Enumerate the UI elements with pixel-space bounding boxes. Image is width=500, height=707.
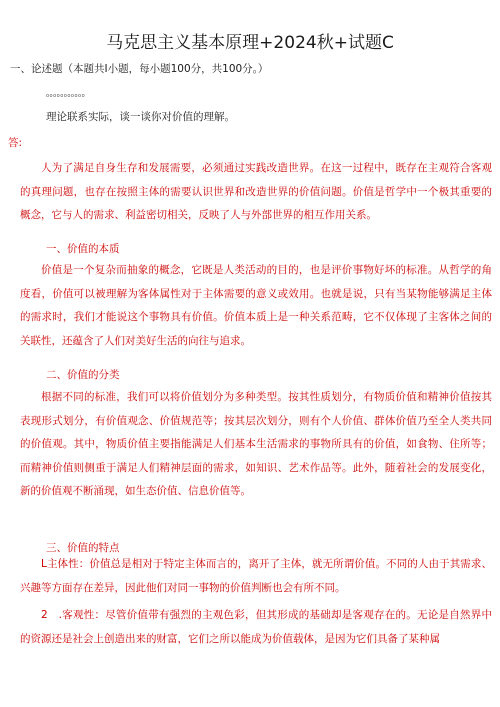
paragraph-objectivity: 2 .客观性：尽管价值带有强烈的主观色彩，但其形成的基础却是客观存在的。无论是自然界中的资源还是社会上创造出来的财富，它们之所以能成为价值载体，是因为它们具备了某种属 — [20, 609, 492, 645]
paragraph-value-classification: 根据不同的标准，我们可以将价值划分为多种类型。按其性质划分，有物质价值和精神价值按其表现形式划分，有价值观念、价值规范等；按其层次划分，则有个人价值、群体价值乃至全人类共同的价值观。其中，物质价值主要指能满足人们基本生活需求的事物所具有的价值，如食物、住所等；而精神价值则侧重于满足人们精神层面的需求，如知识、艺术作品等。此外，随着社会的发展变化，新的价值观不断涌现，如生态价值、信息价值等。 — [20, 391, 492, 497]
intro-paragraph: 人为了满足自身生存和发展需要，必须通过实践改造世界。在这一过程中，既存在主观符合客观的真理问题，也存在按照主体的需要认识世界和改造世界的价值问题。价值是哲学中一个极其重要的概念，它与人的需求、利益密切相关，反映了人与外部世界的相互作用关系。 — [20, 162, 492, 221]
heading-value-features: 三、价值的特点 — [46, 542, 120, 554]
placeholder-marks: ooooooooooo — [46, 93, 86, 99]
heading-value-essence: 一、价值的本质 — [46, 243, 120, 255]
question-text: 理论联系实际，谈一谈你对价值的理解。 — [46, 111, 235, 123]
document-title: 马克思主义基本原理+2024秋+试题C — [106, 33, 394, 53]
answer-label: 答: — [8, 137, 23, 149]
paragraph-value-essence: 价值是一个复杂而抽象的概念，它既是人类活动的目的，也是评价事物好坏的标准。从哲学的角度看，价值可以被理解为客体属性对于主体需要的意义或效用。也就是说，只有当某物能够满足主体的需求时，我们才能说这个事物具有价值。价值本质上是一种关系范畴，它不仅体现了主客体之间的关联性，还蕴含了人们对美好生活的向往与追求。 — [20, 264, 492, 347]
paragraph-subjectivity: L主体性：价值总是相对于特定主体而言的，离开了主体，就无所谓价值。不同的人由于其需求、兴趣等方面存在差异，因此他们对同一事物的价值判断也会有所不同。 — [20, 558, 492, 594]
heading-value-classification: 二、价值的分类 — [46, 369, 120, 381]
section-heading: 一、论述题（本题共I小题，每小题100分，共100分。） — [10, 63, 269, 75]
